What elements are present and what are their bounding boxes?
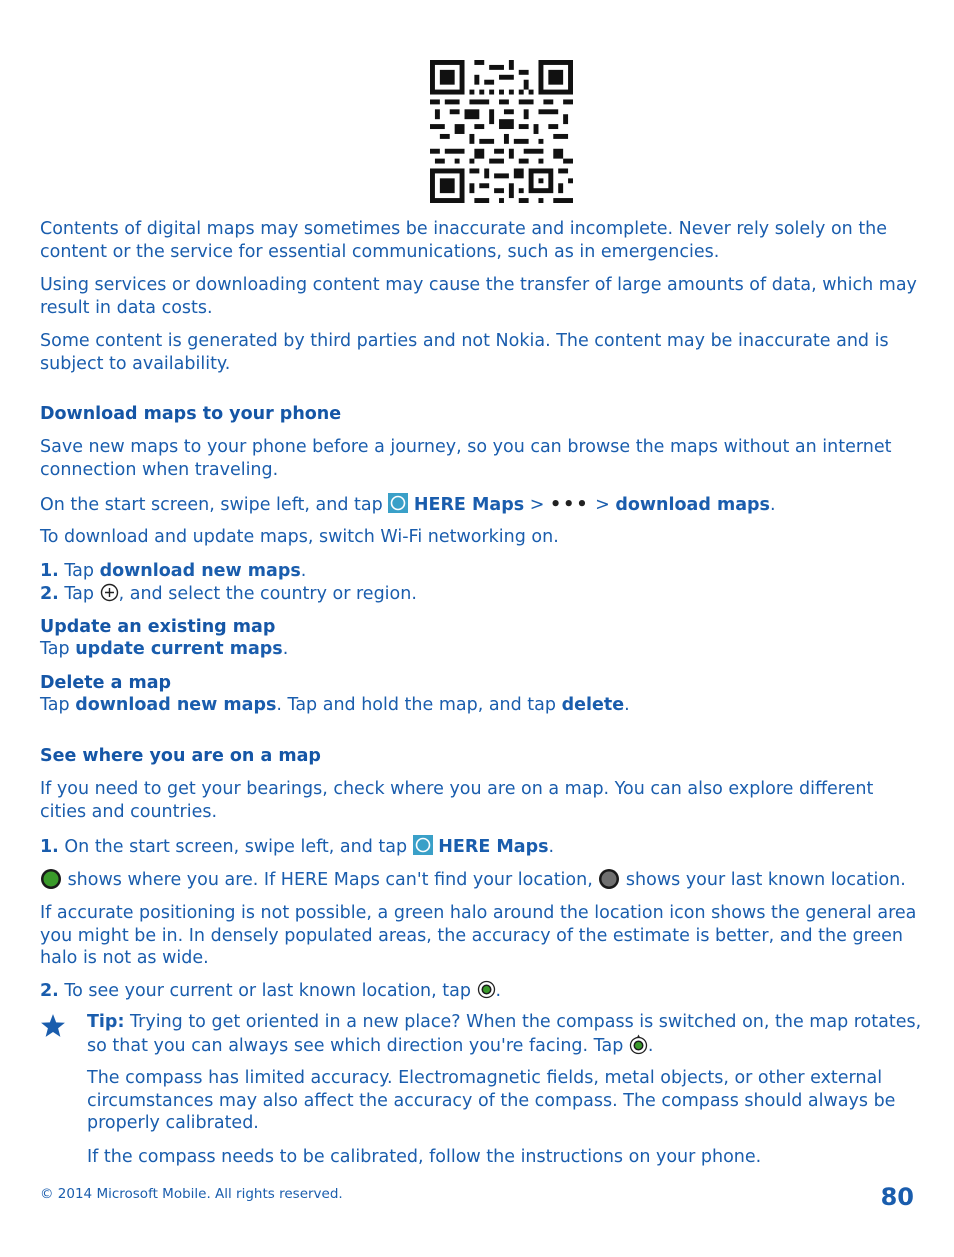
locate-me-icon: [477, 980, 496, 999]
download-new-maps-label: download new maps: [75, 695, 277, 715]
path-separator: >: [524, 495, 550, 515]
download-path: [40, 493, 920, 517]
period: .: [495, 981, 502, 1001]
tip-text: [87, 1011, 922, 1057]
period: .: [300, 561, 307, 581]
page-number: 80: [880, 1183, 914, 1211]
download-step-2: [40, 583, 920, 606]
compass-icon: [629, 1034, 648, 1055]
tip-label: Tip:: [87, 1012, 125, 1032]
download-new-maps-label: download new maps: [99, 561, 301, 581]
step-text: , and select the country or region.: [118, 584, 417, 604]
step-text: Tap: [58, 584, 100, 604]
see-where-intro: If you need to get your bearings, check where you are on a map. You can also explore different cities and countries.: [40, 779, 874, 822]
delete-text: Tap: [40, 695, 76, 715]
update-map-text: [40, 638, 920, 661]
period: .: [282, 639, 289, 659]
step-text: On the start screen, swipe left, and tap: [58, 837, 413, 857]
download-intro: Save new maps to your phone before a journey, so you can browse the maps without an internet connection when traveling.: [40, 437, 892, 480]
step-number: 2.: [40, 584, 59, 604]
delete-text: . Tap and hold the map, and tap: [276, 695, 562, 715]
data-cost-notice: Using services or downloading content may cause the transfer of large amounts of data, which may result in data costs.: [40, 275, 917, 318]
location-legend: [40, 868, 920, 892]
period: .: [548, 837, 555, 857]
period: .: [769, 495, 776, 515]
delete-map-text: [40, 694, 920, 717]
update-current-maps-label: update current maps: [75, 639, 283, 659]
accuracy-notice: Contents of digital maps may sometimes be inaccurate and incomplete. Never rely solely on the content or the service for essential communications, such as in emergencies.: [40, 219, 888, 262]
update-text: Tap: [40, 639, 76, 659]
star-icon: [40, 1013, 66, 1039]
here-maps-icon: [413, 835, 433, 855]
wifi-note: To download and update maps, switch Wi-Fi networking on.: [40, 527, 559, 547]
path-prefix: On the start screen, swipe left, and tap: [40, 495, 389, 515]
location-icon: [40, 868, 62, 890]
step-number: 1.: [40, 837, 59, 857]
download-maps-heading: Download maps to your phone: [40, 404, 342, 424]
download-step-1: [40, 560, 920, 583]
here-maps-icon: [388, 493, 408, 513]
location-text: shows where you are. If HERE Maps can't find your location,: [62, 870, 599, 890]
step-text: Tap: [58, 561, 100, 581]
copyright: © 2014 Microsoft Mobile. All rights reserved.: [40, 1186, 343, 1202]
compass-accuracy: The compass has limited accuracy. Electromagnetic fields, metal objects, or other external circumstances may also affect the accuracy of the compass. The compass should always be properly calibrated.: [87, 1068, 896, 1134]
period: .: [624, 695, 630, 715]
delete-map-heading: Delete a map: [40, 673, 172, 693]
see-where-heading: See where you are on a map: [40, 746, 321, 766]
add-circle-icon: [100, 583, 119, 602]
delete-label: delete: [561, 695, 625, 715]
last-location-icon: [598, 868, 620, 890]
more-icon: •••: [549, 495, 590, 515]
period: .: [647, 1035, 654, 1056]
step-number: 1.: [40, 561, 59, 581]
compass-calibration: If the compass needs to be calibrated, follow the instructions on your phone.: [87, 1147, 762, 1167]
tip-body: Trying to get oriented in a new place? When the compass is switched on, the map rotates, so that you can always see which direction you're facing. Tap: [87, 1012, 922, 1056]
update-map-heading: Update an existing map: [40, 617, 276, 637]
halo-explanation: If accurate positioning is not possible, a green halo around the location icon shows the general area you might be in. In densely populated areas, the accuracy of the estimate is better, and the green halo is not as wide.: [40, 903, 917, 969]
step-text: To see your current or last known location, tap: [58, 981, 477, 1001]
step-number: 2.: [40, 981, 59, 1001]
where-step-2: [40, 980, 920, 1003]
download-maps-label: download maps: [615, 495, 770, 515]
third-party-notice: Some content is generated by third parties and not Nokia. The content may be inaccurate and is subject to availability.: [40, 331, 889, 374]
where-step-1: [40, 835, 920, 859]
location-text: shows your last known location.: [620, 870, 906, 890]
here-maps-label: HERE Maps: [438, 837, 549, 857]
here-maps-label: HERE Maps: [413, 495, 525, 515]
path-separator: >: [595, 495, 616, 515]
qr-code-icon: [430, 60, 573, 203]
